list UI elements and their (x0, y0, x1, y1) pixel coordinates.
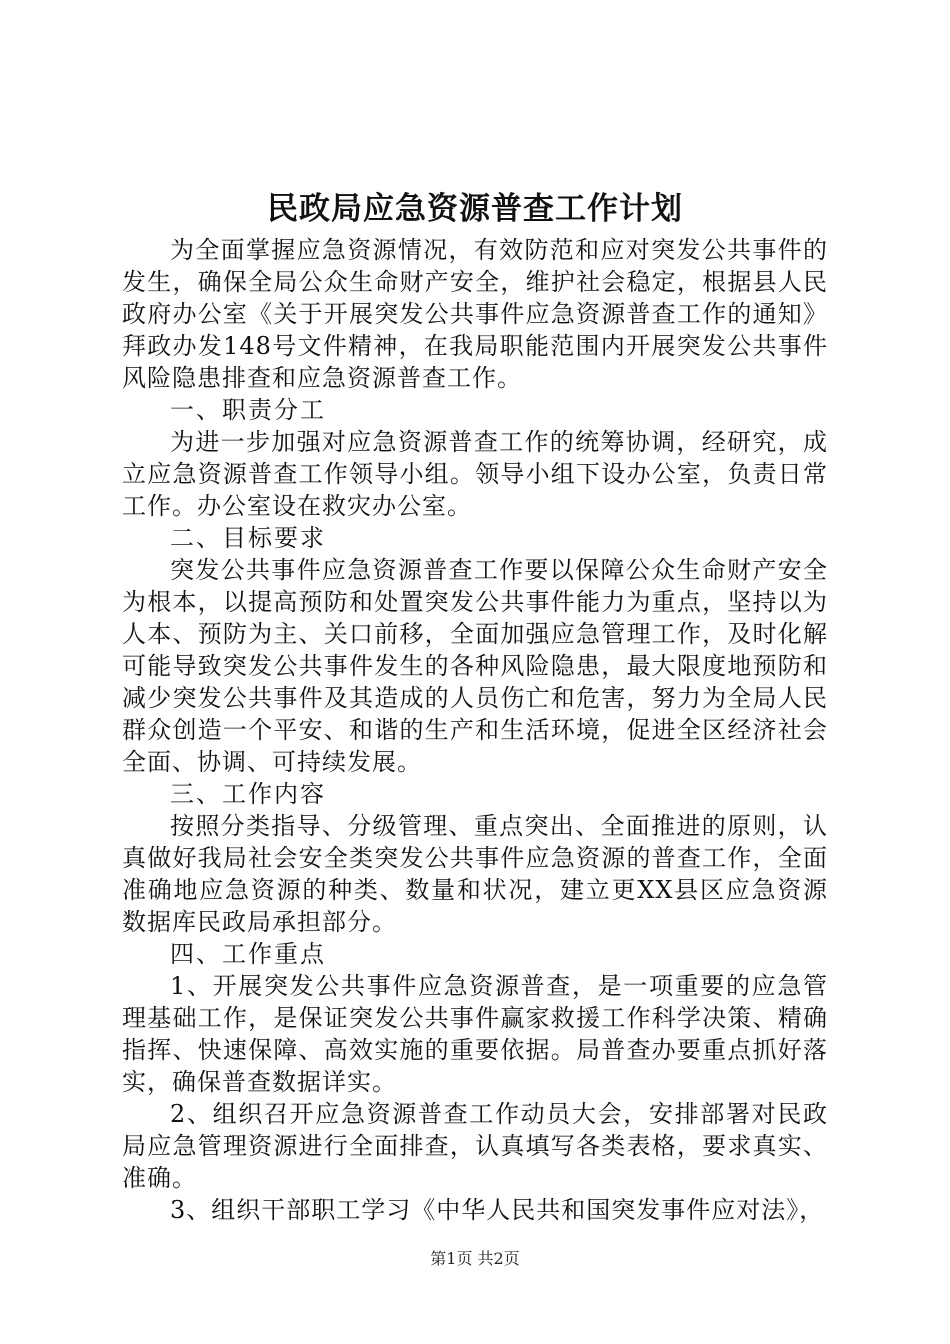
section-heading-key-points: 四、工作重点 (170, 940, 326, 968)
goals-paragraph: 突发公共事件应急资源普查工作要以保障公众生命财产安全为根本，以提高预防和处置突发公共事件能力为重点，坚持以为人本、预防为主、关口前移，全面加强应急管理工作，及时化解可能导致突发公共事件发生的各种风险隐患，最大限度地预防和减少突发公共事件及其造成的人员伤亡和危害，努力为全局人民群众创造一个平安、和谐的生产和生活环境，促进全区经济社会全面、协调、可持续发展。 (122, 556, 828, 776)
section-heading-goals: 二、目标要求 (170, 524, 326, 552)
responsibilities-paragraph: 为进一步加强对应急资源普查工作的统筹协调，经研究，成立应急资源普查工作领导小组。领导小组下设办公室，负责日常工作。办公室设在救灾办公室。 (122, 428, 828, 520)
key-point-2-paragraph: 2、组织召开应急资源普查工作动员大会，安排部署对民政局应急管理资源进行全面排查，认真填写各类表格，要求真实、准确。 (122, 1100, 828, 1192)
work-content-paragraph: 按照分类指导、分级管理、重点突出、全面推进的原则，认真做好我局社会安全类突发公共事件应急资源的普查工作，全面准确地应急资源的种类、数量和状况，建立更XX县区应急资源数据库民政局承担部分。 (122, 812, 828, 936)
intro-paragraph: 为全面掌握应急资源情况，有效防范和应对突发公共事件的发生，确保全局公众生命财产安全，维护社会稳定，根据县人民政府办公室《关于开展突发公共事件应急资源普查工作的通知》拜政办发148号文件精神，在我局职能范围内开展突发公共事件风险隐患排查和应急资源普查工作。 (122, 236, 828, 392)
key-point-3-paragraph: 3、组织干部职工学习《中华人民共和国突发事件应对法》， (170, 1196, 825, 1224)
section-heading-responsibilities: 一、职责分工 (170, 396, 326, 424)
section-heading-work-content: 三、工作内容 (170, 780, 326, 808)
page-footer: 第1页 共2页 (430, 1249, 520, 1268)
key-point-1-paragraph: 1、开展突发公共事件应急资源普查，是一项重要的应急管理基础工作，是保证突发公共事件赢家救援工作科学决策、精确指挥、快速保障、高效实施的重要依据。局普查办要重点抓好落实，确保普查数据详实。 (122, 972, 828, 1096)
document-title: 民政局应急资源普查工作计划 (267, 191, 683, 227)
document-body (122, 186, 828, 1226)
